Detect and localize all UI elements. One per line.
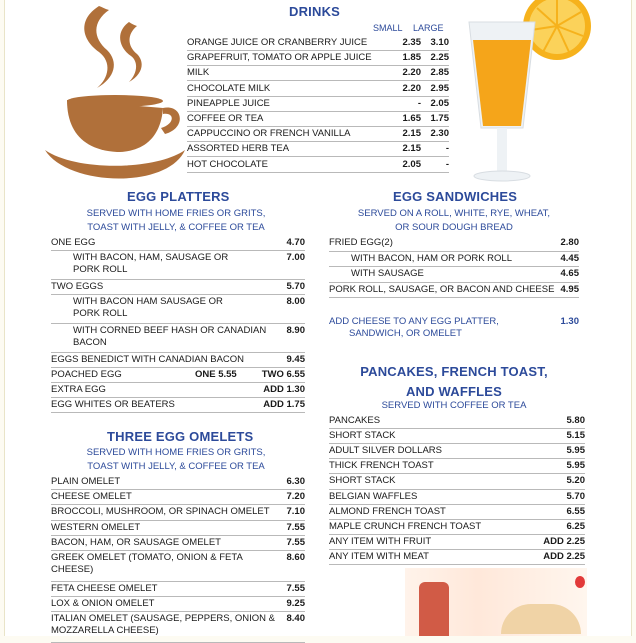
egg_platters-price: 9.45 [286, 354, 305, 365]
row-divider [51, 520, 305, 521]
drink-name: CAPPUCCINO OR FRENCH VANILLA [187, 128, 351, 140]
row-divider [51, 535, 305, 536]
egg_platters-price: 8.90 [286, 325, 305, 336]
row-divider [329, 282, 579, 283]
egg_platters-name-line2: PORK ROLL [73, 264, 128, 275]
omelets-name-line: ITALIAN OMELET (SAUSAGE, PEPPERS, ONION & [51, 613, 276, 625]
egg_sandwiches-row [329, 268, 579, 281]
drink-large-price: 2.25 [430, 52, 449, 64]
egg_sandwiches-name [329, 237, 393, 249]
egg_platters-name [51, 369, 122, 381]
egg_platters-row [51, 325, 305, 351]
row-divider [51, 596, 305, 597]
pancakes-price: ADD 2.25 [543, 535, 585, 547]
row-divider [51, 397, 305, 398]
drink-large-price: 2.85 [430, 67, 449, 79]
omelets-row [51, 583, 305, 596]
row-divider [329, 297, 579, 298]
omelets-name-line2: MOZZARELLA CHEESE) [51, 625, 159, 637]
pastry-plate [501, 604, 581, 634]
row-divider [51, 581, 305, 582]
drink-row [187, 98, 449, 111]
drink-name: GRAPEFRUIT, TOMATO OR APPLE JUICE [187, 52, 372, 64]
omelets-row [51, 552, 305, 578]
row-divider [51, 323, 305, 324]
pancakes-name-line: BELGIAN WAFFLES [329, 490, 418, 502]
row-divider [329, 504, 585, 505]
egg_platters-row [51, 399, 305, 412]
egg_sandwiches-row [329, 237, 579, 250]
row-divider [51, 250, 305, 251]
pancakes-name [329, 415, 380, 427]
egg_platters-row [51, 384, 305, 397]
egg_platters-name [51, 399, 175, 411]
omelets-name [51, 583, 157, 595]
drink-large-price: 2.30 [430, 128, 449, 140]
breakfast-photo [405, 568, 587, 636]
egg_platters-name [73, 252, 228, 276]
pancakes-price: 5.80 [566, 415, 585, 426]
omelets-price: 8.40 [286, 613, 305, 625]
row-divider [187, 111, 449, 112]
drink-name: COFFEE OR TEA [187, 113, 264, 124]
egg_platters-name [51, 237, 95, 249]
egg_platters-row [51, 281, 305, 294]
pancakes-subtitle: SERVED WITH COFFEE OR TEA [381, 400, 527, 411]
omelets-name [51, 491, 132, 503]
drink-small-price: 2.20 [402, 82, 421, 94]
drink-small-price: 2.20 [402, 67, 421, 79]
orange-juice-glass-icon [457, 0, 607, 190]
drink-large-price: 2.95 [430, 82, 449, 94]
pancakes-name [329, 521, 481, 533]
omelets-name-line: BACON, HAM, OR SAUSAGE OMELET [51, 536, 221, 548]
pancakes-price: 5.95 [566, 445, 585, 457]
egg_platters-name-line: WITH CORNED BEEF HASH OR CANADIAN [73, 325, 267, 336]
pancakes-row [329, 491, 585, 504]
pancakes-name [329, 475, 396, 487]
row-divider [51, 294, 305, 295]
row-divider [51, 382, 305, 383]
omelets-subtitle: SERVED WITH HOME FRIES OR GRITS, TOAST WITH JELLY, & COFFEE OR TEA [86, 447, 266, 472]
pancakes-row [329, 506, 585, 519]
pancakes-row [329, 475, 585, 488]
row-divider [187, 65, 449, 66]
egg_platters-price: 8.00 [286, 296, 305, 307]
drink-name: ASSORTED HERB TEA [187, 143, 290, 155]
egg_platters-name-line: WITH BACON HAM SAUSAGE OR [73, 296, 223, 307]
drink-small-price: 2.35 [402, 37, 421, 48]
pancakes-price: 5.70 [566, 490, 585, 502]
egg_sandwiches-name-line: FRIED EGG(2) [329, 237, 393, 248]
omelets-price: 7.55 [286, 583, 305, 594]
pancakes-row [329, 521, 585, 534]
omelets-row [51, 491, 305, 504]
row-divider [329, 443, 585, 444]
row-divider [329, 519, 585, 520]
omelets-row [51, 598, 305, 611]
omelets-title: THREE EGG OMELETS [107, 429, 254, 444]
row-divider [329, 266, 579, 267]
pancakes-price: 5.20 [566, 475, 585, 487]
juice-carafe [419, 582, 449, 636]
coffee-cup-icon [37, 0, 187, 190]
egg_platters-row [51, 252, 305, 278]
row-divider [187, 172, 449, 173]
omelets-row [51, 522, 305, 535]
row-divider [51, 279, 305, 280]
egg_platters-row [51, 354, 305, 367]
egg_platters-name [51, 384, 106, 396]
row-divider [329, 534, 585, 535]
drink-row [187, 159, 449, 172]
row-divider [51, 550, 305, 551]
egg_platters-price: 5.70 [286, 281, 305, 292]
omelets-name [51, 476, 120, 488]
omelets-price: 7.55 [286, 521, 305, 533]
row-divider [51, 611, 305, 612]
row-divider [51, 367, 305, 368]
pancakes-title: PANCAKES, FRENCH TOAST, AND WAFFLES [360, 364, 548, 399]
omelets-name-line2: CHEESE) [51, 564, 94, 575]
drink-row [187, 128, 449, 141]
pancakes-name-line: SHORT STACK [329, 475, 396, 487]
drink-large-price: 3.10 [430, 37, 449, 48]
drink-row [187, 143, 449, 156]
egg_sandwiches-price: 4.45 [560, 252, 579, 264]
row-divider [329, 489, 585, 490]
egg_platters-name [73, 325, 266, 349]
egg_platters-row [51, 369, 305, 382]
omelets-name-line: LOX & ONION OMELET [51, 598, 155, 610]
row-divider [51, 352, 305, 353]
omelets-name-line: PLAIN OMELET [51, 476, 121, 487]
egg_sandwiches-price: 4.95 [560, 283, 579, 295]
drink-name: MILK [187, 67, 210, 79]
egg_sandwiches-name [351, 268, 424, 280]
egg_sandwiches-name [351, 253, 512, 265]
omelets-price: 7.55 [286, 536, 305, 548]
pancakes-name [329, 460, 434, 472]
drink-row [187, 52, 449, 65]
omelets-name [51, 598, 154, 610]
egg_platters-name [73, 296, 223, 320]
omelets-price: 6.30 [286, 476, 305, 487]
egg_sandwiches-name-line: WITH BACON, HAM OR PORK ROLL [351, 252, 512, 264]
pancakes-name-line: SHORT STACK [329, 430, 396, 442]
row-divider [187, 141, 449, 142]
pancakes-name [329, 445, 442, 457]
row-divider [329, 473, 585, 474]
omelets-name [51, 613, 275, 637]
pancakes-row [329, 445, 585, 458]
drink-name: ORANGE JUICE OR CRANBERRY JUICE [187, 37, 368, 48]
egg_platters-name-line: POACHED EGG [51, 369, 122, 380]
omelets-name [51, 537, 221, 549]
egg_platters-name-line: EXTRA EGG [51, 384, 106, 395]
drink-row [187, 37, 449, 50]
pancakes-price: 5.15 [566, 430, 585, 442]
drink-row [187, 113, 449, 126]
row-divider [329, 251, 579, 252]
pancakes-name-line: PANCAKES [329, 415, 381, 426]
drink-large-price: - [445, 158, 449, 170]
pancakes-name-line: ADULT SILVER DOLLARS [329, 445, 442, 457]
berry-garnish [575, 576, 585, 588]
omelets-price: 8.60 [286, 552, 305, 563]
omelets-name-line: BROCCOLI, MUSHROOM, OR SPINACH OMELET [51, 506, 270, 518]
omelets-name-line: FETA CHEESE OMELET [51, 583, 158, 594]
drink-row [187, 83, 449, 96]
pancakes-name [329, 536, 431, 548]
row-divider [329, 458, 585, 459]
egg-platters-title: EGG PLATTERS [127, 189, 230, 204]
egg_platters-name [51, 354, 244, 366]
pancakes-name-line: MAPLE CRUNCH FRENCH TOAST [329, 520, 482, 532]
row-divider [187, 80, 449, 81]
pancakes-price: 6.55 [566, 505, 585, 517]
row-divider [51, 489, 305, 490]
egg_platters-row [51, 237, 305, 250]
egg_sandwiches-row [329, 253, 579, 266]
omelets-name [51, 522, 140, 534]
egg_platters-name-line: WITH BACON, HAM, SAUSAGE OR [73, 252, 229, 263]
drinks-small-label: SMALL [373, 23, 403, 33]
pancakes-name-line: THICK FRENCH TOAST [329, 460, 434, 472]
drink-small-price: - [417, 97, 421, 109]
drink-name: PINEAPPLE JUICE [187, 97, 270, 109]
drink-small-price: 1.85 [402, 52, 421, 64]
row-divider [51, 412, 305, 413]
omelets-row [51, 476, 305, 489]
egg_platters-name-line: EGG WHITES OR BEATERS [51, 399, 175, 410]
add-cheese-note: ADD CHEESE TO ANY EGG PLATTER, SANDWICH, OR OMELET 1.30 [329, 316, 579, 339]
row-divider [187, 50, 449, 51]
egg_platters-price: TWO 6.55 [261, 369, 305, 380]
egg_sandwiches-name-line: PORK ROLL, SAUSAGE, OR BACON AND CHEESE [329, 283, 555, 295]
omelets-name-line: CHEESE OMELET [51, 491, 132, 503]
row-divider [329, 428, 585, 429]
drink-small-price: 2.15 [402, 128, 421, 140]
egg_platters-mid-price: ONE 5.55 [195, 369, 237, 380]
omelets-price: 7.20 [286, 491, 305, 503]
drink-row [187, 67, 449, 80]
egg_platters-name-line2: PORK ROLL [73, 308, 128, 319]
omelets-row [51, 613, 305, 639]
egg_sandwiches-price: 4.65 [560, 268, 579, 279]
omelets-price: 9.25 [286, 598, 305, 610]
egg_platters-price: 7.00 [286, 252, 305, 263]
drink-small-price: 2.15 [402, 143, 421, 155]
row-divider [187, 96, 449, 97]
pancakes-name-line: ANY ITEM WITH MEAT [329, 550, 429, 562]
egg_platters-price: ADD 1.75 [263, 399, 305, 410]
drink-large-price: 1.75 [430, 113, 449, 124]
omelets-name-line: WESTERN OMELET [51, 521, 141, 533]
drink-name: HOT CHOCOLATE [187, 158, 268, 170]
drink-name: CHOCOLATE MILK [187, 82, 271, 94]
omelets-price: 7.10 [286, 506, 305, 518]
drink-large-price: - [445, 143, 449, 155]
pancakes-name [329, 506, 446, 518]
pancakes-name [329, 491, 417, 503]
omelets-name [51, 506, 270, 518]
egg_sandwiches-name [329, 284, 554, 296]
drinks-large-label: LARGE [413, 23, 444, 33]
egg_platters-price: 4.70 [286, 237, 305, 248]
row-divider [187, 156, 449, 157]
row-divider [329, 549, 585, 550]
egg_platters-name-line2: BACON [73, 337, 107, 348]
egg_platters-name-line: EGGS BENEDICT WITH CANADIAN BACON [51, 354, 245, 365]
pancakes-name [329, 551, 429, 563]
egg_platters-name [51, 281, 103, 293]
drinks-title: DRINKS [289, 4, 341, 19]
egg_platters-row [51, 296, 305, 322]
egg_sandwiches-row [329, 284, 579, 297]
pancakes-price: 5.95 [566, 460, 585, 472]
pancakes-row [329, 536, 585, 549]
pancakes-row [329, 460, 585, 473]
pancakes-name [329, 430, 396, 442]
omelets-row [51, 506, 305, 519]
egg-sandwiches-subtitle: SERVED ON A ROLL, WHITE, RYE, WHEAT, OR SOUR DOUGH BREAD [357, 208, 551, 233]
egg-sandwiches-title: EGG SANDWICHES [393, 189, 518, 204]
pancakes-row [329, 415, 585, 428]
pancakes-price: ADD 2.25 [543, 550, 585, 562]
drink-small-price: 2.05 [402, 158, 421, 170]
egg_sandwiches-price: 2.80 [560, 237, 579, 248]
omelets-row [51, 537, 305, 550]
egg_platters-name-line: ONE EGG [51, 237, 96, 248]
omelets-name-line: GREEK OMELET (TOMATO, ONION & FETA [51, 552, 243, 563]
pancakes-row [329, 430, 585, 443]
row-divider [329, 564, 585, 565]
egg_sandwiches-name-line: WITH SAUSAGE [351, 268, 424, 279]
row-divider [51, 504, 305, 505]
egg-platters-subtitle: SERVED WITH HOME FRIES OR GRITS, TOAST WITH JELLY, & COFFEE OR TEA [86, 208, 266, 233]
pancakes-price: 6.25 [566, 520, 585, 532]
pancakes-name-line: ALMOND FRENCH TOAST [329, 505, 446, 517]
pancakes-name-line: ANY ITEM WITH FRUIT [329, 535, 432, 547]
drink-small-price: 1.65 [402, 113, 421, 124]
egg_platters-price: ADD 1.30 [263, 384, 305, 395]
egg_platters-name-line: TWO EGGS [51, 281, 104, 292]
row-divider [187, 126, 449, 127]
drink-large-price: 2.05 [430, 97, 449, 109]
pancakes-row [329, 551, 585, 564]
omelets-name [51, 552, 243, 576]
menu-page [4, 0, 632, 636]
